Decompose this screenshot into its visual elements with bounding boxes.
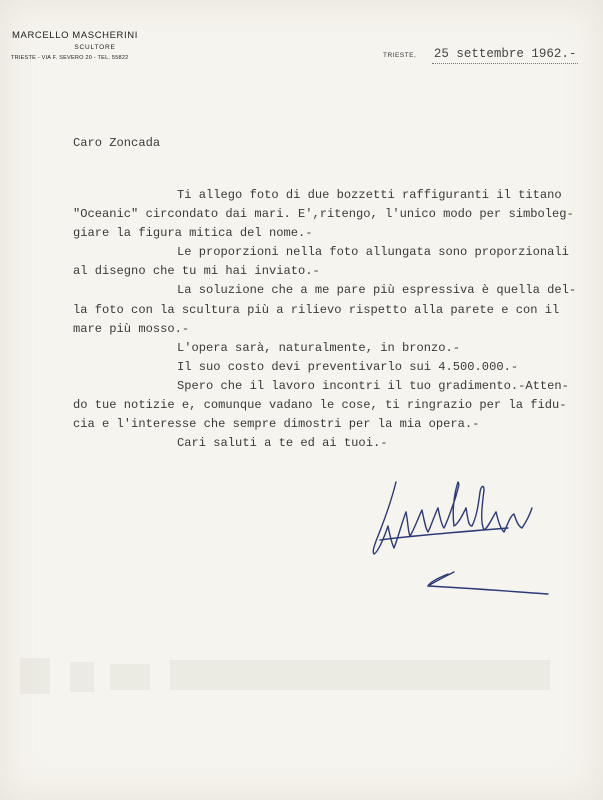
- date-text: 25 settembre 1962.-: [433, 47, 577, 61]
- letterhead: [10, 30, 160, 61]
- body-line: Le proporzioni nella foto allungata sono proporzionali: [177, 245, 569, 260]
- body-line: Spero che il lavoro incontri il tuo gradimento.-Atten-: [177, 378, 569, 393]
- body-line: do tue notizie e, comunque vadano le cose, ti ringrazio per la fidu-: [73, 398, 567, 413]
- letterhead-role: SCULTORE: [74, 44, 116, 51]
- body-line: giare la figura mitica del nome.-: [73, 226, 313, 241]
- letter-body: [73, 186, 576, 453]
- body-line: Il suo costo devi preventivarlo sui 4.500.000.-: [177, 359, 519, 374]
- body-line: la foto con la scultura più a rilievo rispetto alla parete e con il: [73, 302, 560, 317]
- body-line: cia e l'interesse che sempre dimostri per la mia opera.-: [73, 417, 480, 432]
- body-line: mare più mosso.-: [73, 321, 190, 336]
- watermark-embossing: [0, 648, 603, 703]
- dateline: [383, 44, 576, 62]
- letterhead-name: MARCELLO MASCHERINI: [12, 30, 138, 41]
- body-line: al disegno che tu mi hai inviato.-: [73, 264, 320, 279]
- body-line: "Oceanic" circondato dai mari. E',ritengo, l'unico modo per simboleg-: [73, 207, 574, 222]
- letterhead-address: TRIESTE - VIA F. SEVERO 20 - TEL. 55822: [11, 55, 129, 61]
- body-line: Cari saluti a te ed ai tuoi.-: [177, 436, 388, 451]
- body-line: La soluzione che a me pare più espressiva è quella del-: [177, 283, 577, 298]
- date-place: TRIESTE,: [383, 52, 417, 59]
- salutation: Caro Zoncada: [73, 136, 161, 150]
- body-line: L'opera sarà, naturalmente, in bronzo.-: [177, 340, 461, 355]
- body-line: Ti allego foto di due bozzetti raffiguranti il titano: [177, 188, 562, 202]
- handwritten-signature-icon: [368, 478, 558, 598]
